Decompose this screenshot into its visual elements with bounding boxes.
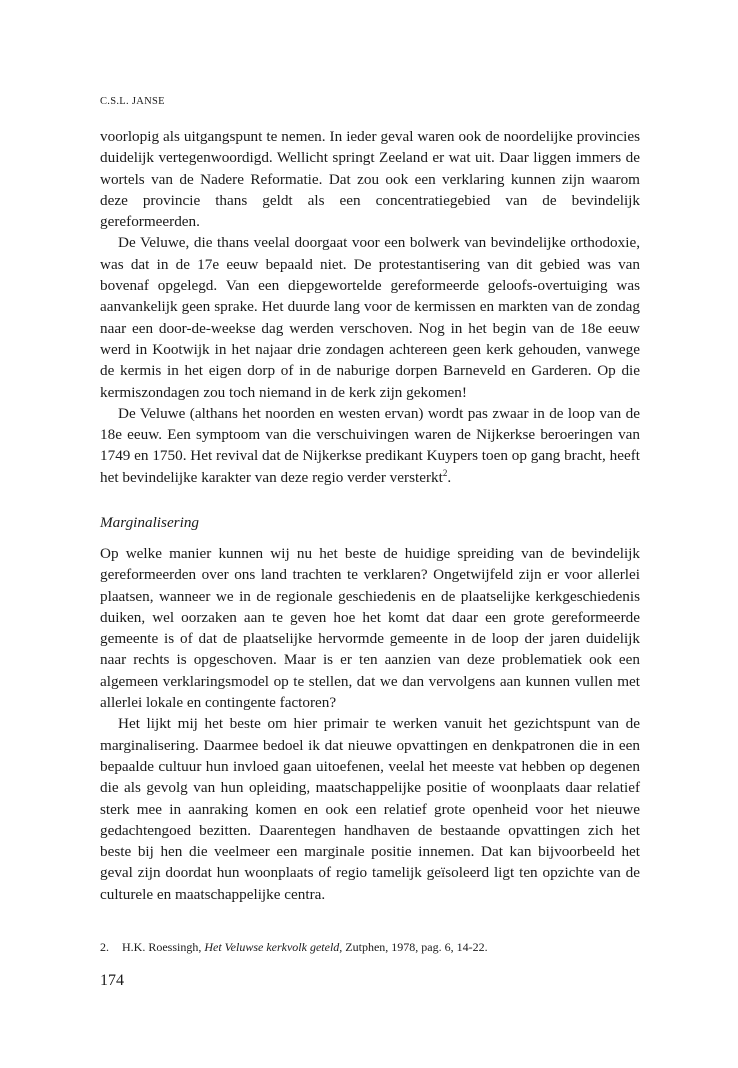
- paragraph-text: De Veluwe (althans het noorden en westen ervan) wordt pas zwaar in de loop van de 18e eeuw. Een symptoom van die verschuivingen waren de Nijkerkse beroeringen van 1749 en 1750. Het revival dat de Nijkerkse predikant Kuypers toen op gang bracht, heeft het bevindelijke karakter van deze regio verder versterkt: [100, 404, 640, 486]
- footnote-rest: Zutphen, 1978, pag. 6, 14-22.: [345, 940, 488, 954]
- paragraph: voorlopig als uitgangspunt te nemen. In ieder geval waren ook de noordelijke provincies duidelijk vertegenwoordigd. Wellicht springt Zeeland er wat uit. Daar liggen immers de wortels van de Nadere Reformatie. Dat zou ook een verklaring kunnen zijn waarom deze provincie thans geldt als een concentratiegebied van de bevindelijk gereformeerden.: [100, 128, 640, 231]
- running-head: C.S.L. JANSE: [100, 96, 165, 107]
- paragraph: [100, 403, 640, 488]
- paragraph-end: .: [447, 468, 452, 486]
- page-number: 174: [100, 972, 124, 989]
- footnote-title: Het Veluwse kerkvolk geteld,: [204, 940, 343, 954]
- intro-text: [100, 126, 640, 488]
- paragraph: Het lijkt mij het beste om hier primair te werken vanuit het gezichtspunt van de marginalisering. Daarmee bedoel ik dat nieuwe opvattingen en denkpatronen die in een bepaalde cultuur hun invloed gaan uitoefenen, veelal het meeste vat hebben op degenen die als gevolg van hun opleiding, maatschappelijke positie of woonplaats daar relatief sterk mee in aanraking komen en ook een relatief grote openheid voor het nieuwe gedachtengoed bezitten. Daarentegen handhaven de bestaande opvattingen zich het beste bij hen die veelmeer een marginale positie innemen. Dat kan bijvoorbeeld het geval zijn doordat hun woonplaats of regio tamelijk geïsoleerd ligt ten opzichte van de culturele en maatschappelijke centra.: [100, 715, 640, 903]
- footnote: [100, 939, 640, 955]
- paragraph: Op welke manier kunnen wij nu het beste de huidige spreiding van de bevindelijk gereformeerden over ons land trachten te verklaren? Ongetwijfeld zijn er voor allerlei plaatsen, wanneer we in de regionale geschiedenis en de plaatselijke kerkgeschiedenis duiken, wel oorzaken aan te geven hoe het komt dat daar een grote gereformeerde gemeente is of dat de plaatselijke hervormde gemeente in de loop der jaren duidelijk naar rechts is opgeschoven. Maar is er ten aanzien van deze problematiek ook een algemeen verklaringsmodel op te stellen, dat we dan vervolgens aan kunnen vullen met allerlei lokale en contingente factoren?: [100, 545, 640, 712]
- footnote-author: H.K. Roessingh,: [122, 940, 202, 954]
- footnote-reference[interactable]: 2: [442, 467, 448, 478]
- paragraph: De Veluwe, die thans veelal doorgaat voor een bolwerk van bevindelijke orthodoxie, was dat in de 17e eeuw bepaald niet. De protestantisering van dit gebied was van bovenaf opgelegd. Van een diepgewortelde gereformeerde geloofs-overtuiging was aanvankelijk geen sprake. Het duurde lang voor de kermissen en markten van de zondag naar een door-de-weekse dag werden verschoven. Nog in het begin van de 18e eeuw werd in Kootwijk in het najaar drie zondagen achtereen geen kerk gehouden, vanwege de kermis in het eigen dorp of in de naburige dorpen Barneveld en Garderen. Op die kermiszondagen zou toch niemand in de kerk zijn gekomen!: [100, 234, 640, 401]
- section-heading: Marginalisering: [100, 514, 200, 531]
- footnote-number: 2.: [100, 940, 109, 954]
- section-text: [100, 543, 640, 905]
